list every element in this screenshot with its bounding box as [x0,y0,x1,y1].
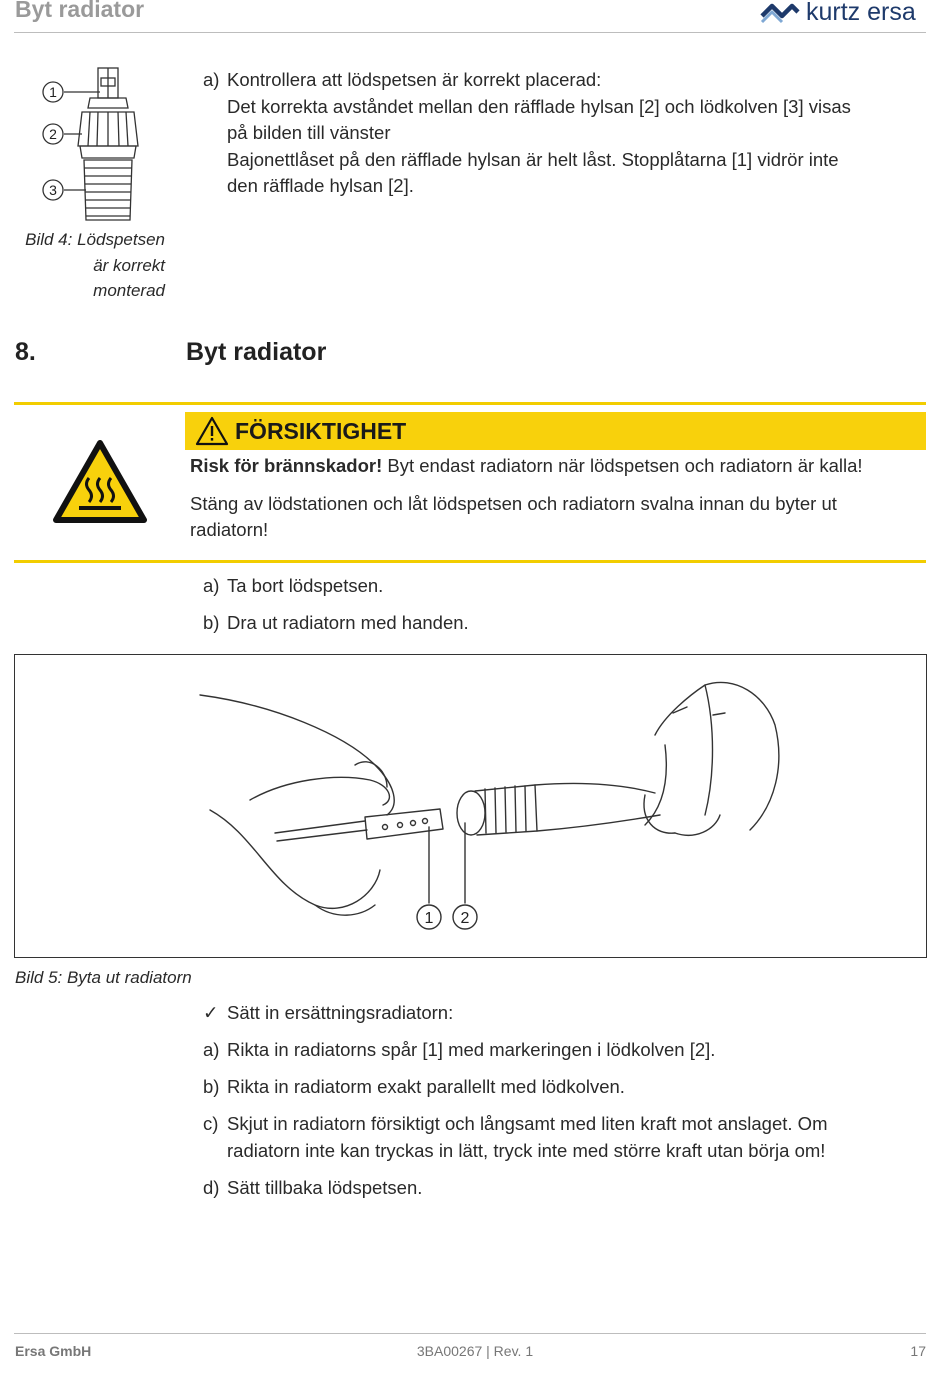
page-header-title: Byt radiator [15,0,145,22]
caption-line: monterad [93,281,165,300]
step-text: Kontrollera att lödspetsen är korrekt placerad: [227,69,602,90]
warning-signal-bar [185,412,926,450]
header-rule [14,32,926,33]
warning-lead: Risk för brännskador! [190,455,383,476]
step-label: c) [203,1113,219,1134]
footer-company: Ersa GmbH [15,1343,92,1359]
step-text: den räfflade hylsan [2]. [227,175,414,196]
step-text: på bilden till vänster [227,122,391,143]
fig4-step-a [203,67,923,200]
step-label: b) [203,1076,220,1097]
step-text: Dra ut radiatorn med handen. [227,612,469,633]
step-label: a) [203,1039,220,1060]
callout-1: 1 [424,910,434,927]
step-label: a) [203,69,220,90]
warning-line-2a: Stäng av lödstationen och låt lödspetsen och radiatorn svalna innan du byter ut [190,492,837,514]
figure-5-radiator-replacement [15,655,926,957]
callout-2: 2 [460,910,470,927]
step-text: Ta bort lödspetsen. [227,575,384,596]
warning-text [190,453,925,544]
section-title: Byt radiator [186,338,327,366]
step-text: Sätt tillbaka lödspetsen. [227,1177,423,1198]
step-label: b) [203,612,220,633]
caption-line: Bild 4: Lödspetsen [25,230,165,249]
caption-line: är korrekt [93,255,165,275]
warning-line-2b: radiatorn! [190,519,269,540]
step-text: Bajonettlåset på den räfflade hylsan är helt låst. Stopplåtarna [1] vidrör inte [227,148,839,170]
callout-1: 1 [49,84,57,100]
warning-top-rule [14,402,926,405]
figure-4-caption [15,227,165,304]
remove-step-a [203,573,383,600]
step-label: d) [203,1177,220,1198]
footer-page-number: 17 [910,1343,926,1359]
insert-step-b [203,1074,625,1101]
step-text: radiatorn inte kan tryckas in lätt, tryck inte med större kraft utan börja om! [227,1139,826,1161]
callout-2: 2 [49,126,57,142]
callout-3: 3 [49,182,57,198]
insert-step-c [203,1111,923,1164]
step-label: a) [203,575,220,596]
figure-5-caption: Bild 5: Byta ut radiatorn [15,968,192,987]
figure-4-soldering-tip [38,66,148,224]
footer-doc-id: 3BA00267 | Rev. 1 [416,1343,534,1359]
step-text: Skjut in radiatorn försiktigt och långsamt med liten kraft mot anslaget. Om [227,1113,828,1134]
check-mark-icon: ✓ [203,1002,219,1023]
step-text: Rikta in radiatorm exakt parallellt med lödkolven. [227,1076,625,1097]
hot-surface-warning-icon [53,440,147,524]
warning-triangle-icon [195,416,229,446]
warning-bottom-rule [14,560,926,563]
insert-requirement [203,1000,453,1027]
figure-5-frame [14,654,927,958]
brand-logo [760,0,916,27]
requirement-text: Sätt in ersättningsradiatorn: [227,1002,454,1023]
remove-step-b [203,610,469,637]
section-number: 8. [15,338,36,366]
footer-rule [14,1333,926,1334]
warning-lead-rest: Byt endast radiatorn när lödspetsen och radiatorn är kalla! [382,455,863,476]
ersa-logo-icon [760,2,800,24]
brand-name: kurtz ersa [806,0,916,26]
warning-signal-word: FÖRSIKTIGHET [235,417,407,444]
step-text: Det korrekta avståndet mellan den räfflade hylsan [2] och lödkolven [3] visas [227,95,851,117]
step-text: Rikta in radiatorns spår [1] med markeringen i lödkolven [2]. [227,1039,716,1060]
insert-step-a [203,1037,715,1064]
insert-step-d [203,1175,422,1202]
